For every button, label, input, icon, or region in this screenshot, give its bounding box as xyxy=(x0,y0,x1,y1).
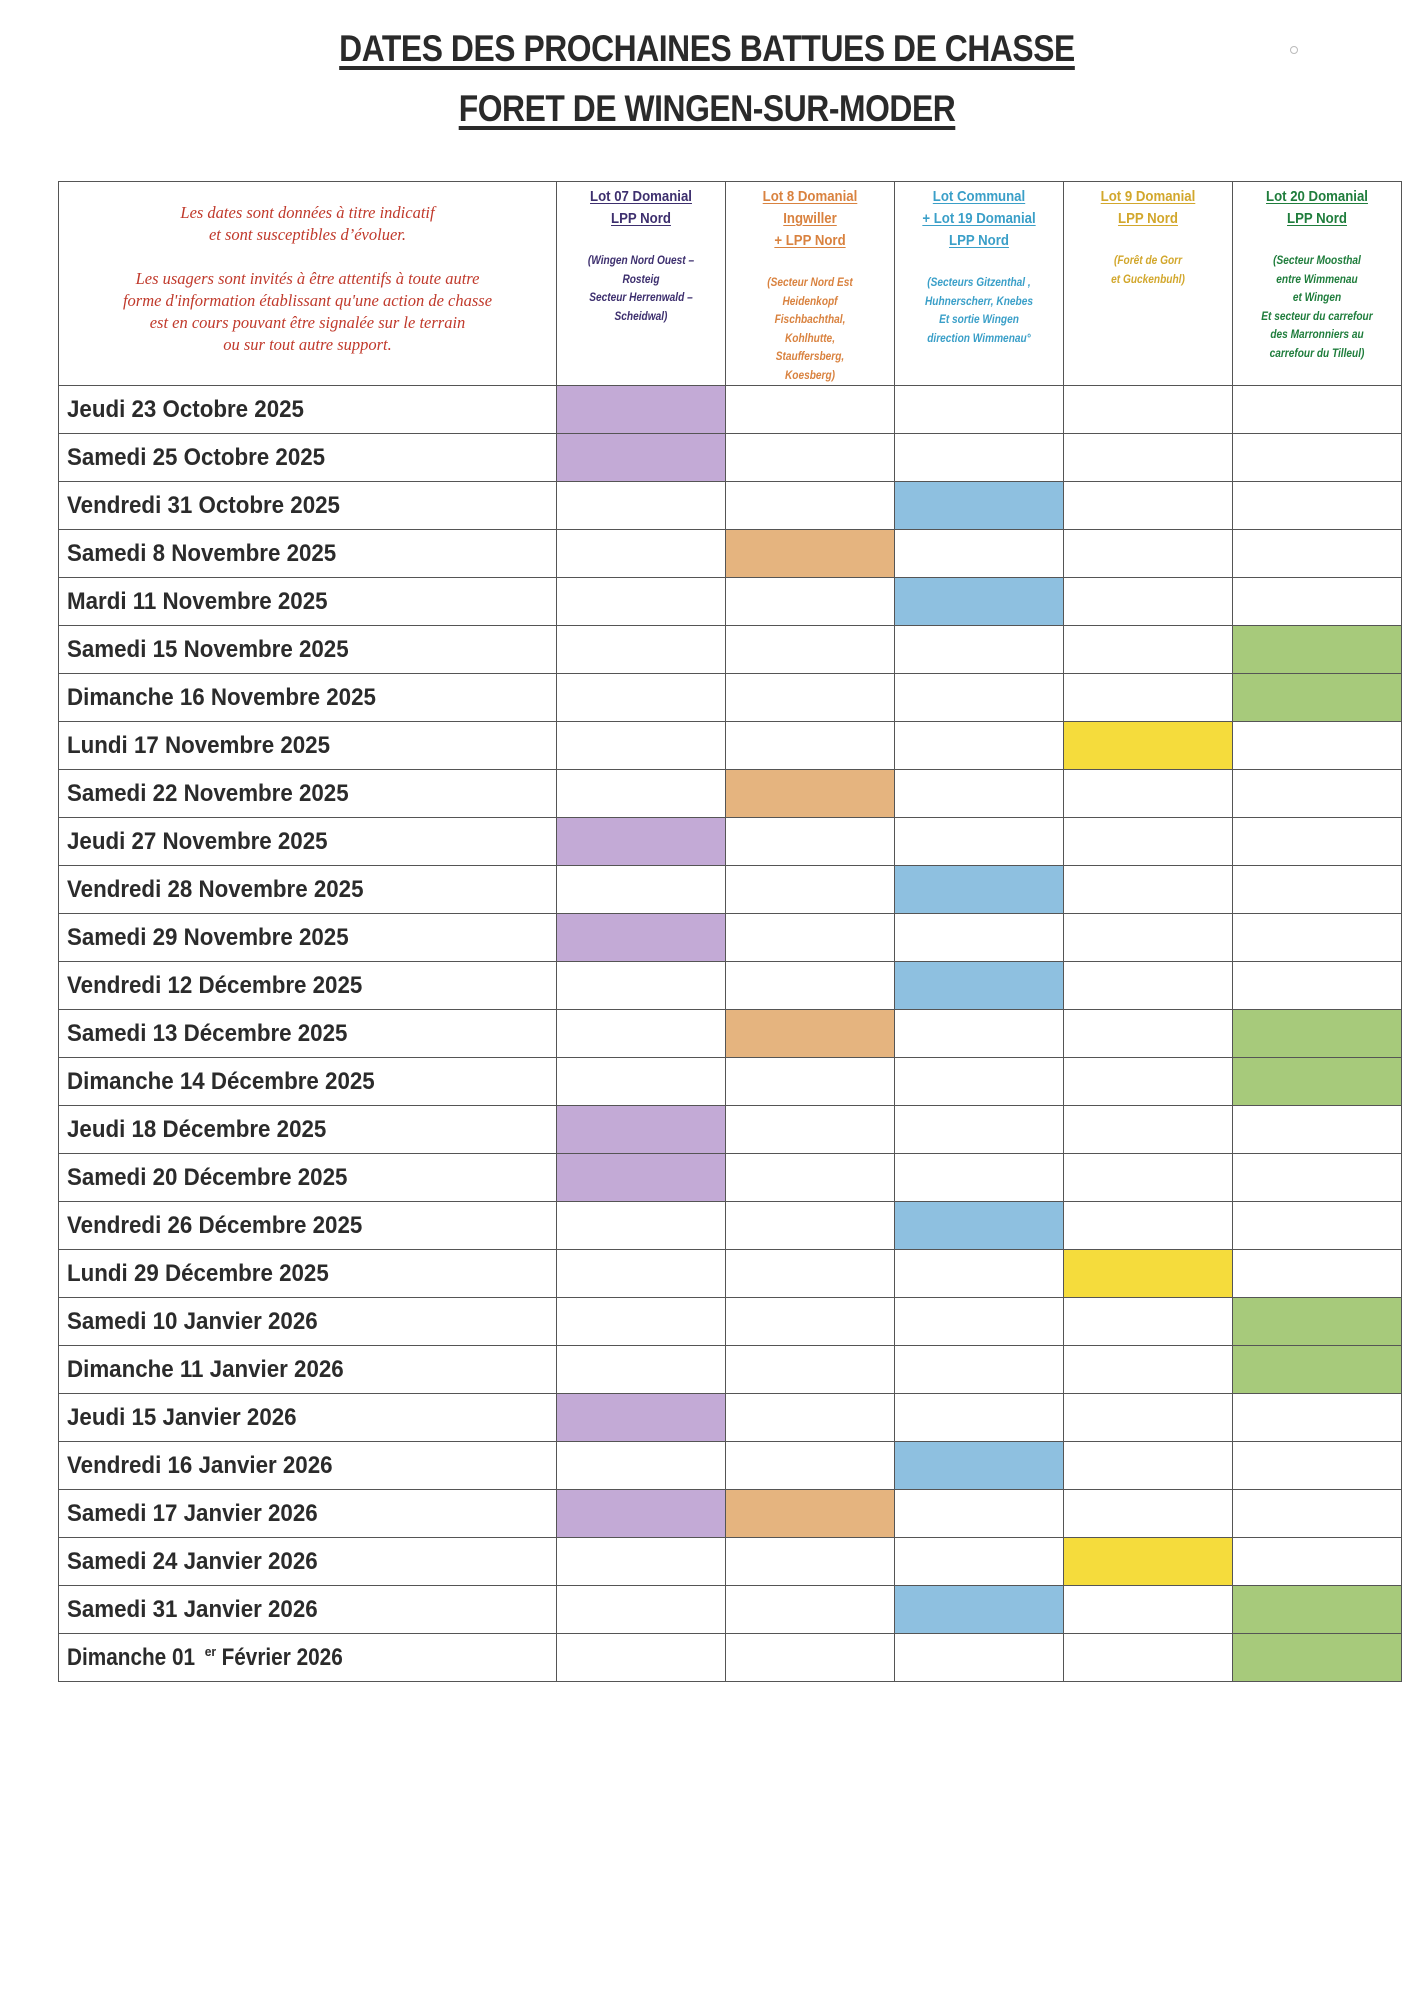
empty-cell xyxy=(726,674,895,722)
hunt-date xyxy=(59,1250,557,1298)
schedule-body xyxy=(59,386,1402,1682)
lot-title-line: Lot 9 Domanial xyxy=(1100,188,1196,205)
hunt-marker-lot07 xyxy=(557,1394,726,1442)
hunt-date xyxy=(59,530,557,578)
table-row xyxy=(59,530,1402,578)
note-line: Les dates sont données à titre indicatif xyxy=(180,203,435,222)
empty-cell xyxy=(1064,1202,1233,1250)
hunt-date xyxy=(59,1346,557,1394)
empty-cell xyxy=(1233,1394,1402,1442)
hunt-date-label: Vendredi 28 Novembre 2025 xyxy=(67,875,364,903)
empty-cell xyxy=(1233,722,1402,770)
table-row xyxy=(59,434,1402,482)
lot-header-communal xyxy=(895,182,1064,386)
empty-cell xyxy=(1064,434,1233,482)
hunt-date-label: Samedi 24 Janvier 2026 xyxy=(67,1547,318,1575)
empty-cell xyxy=(726,1394,895,1442)
empty-cell xyxy=(726,482,895,530)
empty-cell xyxy=(726,1346,895,1394)
lot-title xyxy=(1074,182,1222,230)
hunt-marker-lot8 xyxy=(726,1490,895,1538)
hunt-date xyxy=(59,578,557,626)
hunt-date-label: Jeudi 27 Novembre 2025 xyxy=(67,827,328,855)
empty-cell xyxy=(557,482,726,530)
empty-cell xyxy=(1064,1058,1233,1106)
table-row xyxy=(59,1202,1402,1250)
lot-title-line: + LPP Nord xyxy=(774,232,846,249)
hunt-marker-lot07 xyxy=(557,1106,726,1154)
table-row xyxy=(59,386,1402,434)
empty-cell xyxy=(895,626,1064,674)
lot-title-line: + Lot 19 Domanial xyxy=(922,210,1036,227)
empty-cell xyxy=(557,1346,726,1394)
empty-cell xyxy=(895,1346,1064,1394)
empty-cell xyxy=(1064,1394,1233,1442)
table-row xyxy=(59,962,1402,1010)
note-line: forme d'information établissant qu'une action de chasse xyxy=(122,291,493,310)
hunt-marker-communal xyxy=(895,482,1064,530)
empty-cell xyxy=(726,818,895,866)
table-row xyxy=(59,1010,1402,1058)
empty-cell xyxy=(726,1634,895,1682)
hunt-marker-lot20 xyxy=(1233,1634,1402,1682)
empty-cell xyxy=(726,434,895,482)
empty-cell xyxy=(1064,1442,1233,1490)
empty-cell xyxy=(895,1250,1064,1298)
table-row xyxy=(59,674,1402,722)
hunt-marker-lot8 xyxy=(726,530,895,578)
table-header-row xyxy=(59,182,1402,386)
empty-cell xyxy=(557,1538,726,1586)
hunt-marker-communal xyxy=(895,1442,1064,1490)
hunt-date-label: Dimanche 14 Décembre 2025 xyxy=(67,1067,375,1095)
hunt-date-label: Samedi 17 Janvier 2026 xyxy=(67,1499,318,1527)
empty-cell xyxy=(726,1250,895,1298)
hunt-date-label: Vendredi 16 Janvier 2026 xyxy=(67,1451,333,1479)
empty-cell xyxy=(1233,818,1402,866)
empty-cell xyxy=(557,578,726,626)
empty-cell xyxy=(1233,866,1402,914)
lot-title-line: Ingwiller xyxy=(783,210,837,227)
empty-cell xyxy=(895,1634,1064,1682)
empty-cell xyxy=(726,1586,895,1634)
empty-cell xyxy=(557,1250,726,1298)
hunt-date xyxy=(59,1490,557,1538)
hunt-date-label: Vendredi 31 Octobre 2025 xyxy=(67,491,340,519)
table-row xyxy=(59,1394,1402,1442)
empty-cell xyxy=(1064,674,1233,722)
hunt-date-label: Jeudi 18 Décembre 2025 xyxy=(67,1115,327,1143)
lot-title-line: LPP Nord xyxy=(611,210,671,227)
lot-title-line: Lot Communal xyxy=(932,188,1026,205)
empty-cell xyxy=(1064,1010,1233,1058)
hunt-date-label: Samedi 20 Décembre 2025 xyxy=(67,1163,348,1191)
hunt-marker-lot07 xyxy=(557,818,726,866)
empty-cell xyxy=(1064,1490,1233,1538)
lot-sector-description: (Wingen Nord Ouest – Rosteig Secteur Herrenwald – Scheidwal) xyxy=(587,255,695,323)
empty-cell xyxy=(1233,1154,1402,1202)
table-row xyxy=(59,1490,1402,1538)
hunt-date xyxy=(59,1058,557,1106)
hunt-date xyxy=(59,962,557,1010)
hunt-date xyxy=(59,1106,557,1154)
lot-title xyxy=(905,182,1053,252)
table-row xyxy=(59,866,1402,914)
empty-cell xyxy=(1064,386,1233,434)
hunt-date xyxy=(59,482,557,530)
empty-cell xyxy=(557,1202,726,1250)
hunt-date-label: Vendredi 26 Décembre 2025 xyxy=(67,1211,363,1239)
empty-cell xyxy=(1233,1442,1402,1490)
table-row xyxy=(59,1346,1402,1394)
note-line: Les usagers sont invités à être attentifs à toute autre xyxy=(135,269,480,288)
hunt-date xyxy=(59,914,557,962)
hunt-date-label: Lundi 17 Novembre 2025 xyxy=(67,731,330,759)
empty-cell xyxy=(726,1202,895,1250)
hunt-date xyxy=(59,1634,557,1682)
empty-cell xyxy=(557,962,726,1010)
hunt-marker-lot20 xyxy=(1233,1058,1402,1106)
hunt-marker-communal xyxy=(895,578,1064,626)
empty-cell xyxy=(895,530,1064,578)
hunt-marker-lot07 xyxy=(557,434,726,482)
empty-cell xyxy=(895,818,1064,866)
lot-sector-description: (Secteur Moosthal entre Wimmenau et Wingen Et secteur du carrefour des Marronniers au carrefour du Tilleul) xyxy=(1261,255,1373,360)
hunt-date xyxy=(59,1010,557,1058)
hunt-date-label: Samedi 15 Novembre 2025 xyxy=(67,635,349,663)
scan-speck-mark xyxy=(1290,46,1298,54)
hunt-marker-lot9 xyxy=(1064,722,1233,770)
hunt-date-label: Mardi 11 Novembre 2025 xyxy=(67,587,328,615)
disclaimer-note xyxy=(59,182,556,356)
hunt-marker-lot07 xyxy=(557,1490,726,1538)
disclaimer-paragraph-1 xyxy=(59,202,556,246)
hunt-date-label xyxy=(67,1644,353,1672)
lot-title xyxy=(736,182,884,252)
hunt-date-label: Dimanche 16 Novembre 2025 xyxy=(67,683,376,711)
hunt-date xyxy=(59,1154,557,1202)
hunt-date xyxy=(59,1298,557,1346)
hunt-date-label: Vendredi 12 Décembre 2025 xyxy=(67,971,363,999)
empty-cell xyxy=(895,914,1064,962)
empty-cell xyxy=(895,1490,1064,1538)
table-row xyxy=(59,482,1402,530)
table-row xyxy=(59,626,1402,674)
empty-cell xyxy=(557,770,726,818)
hunt-date xyxy=(59,818,557,866)
empty-cell xyxy=(1064,770,1233,818)
hunt-date xyxy=(59,770,557,818)
note-line: ou sur tout autre support. xyxy=(223,335,392,354)
table-row xyxy=(59,1442,1402,1490)
empty-cell xyxy=(557,722,726,770)
empty-cell xyxy=(1233,1490,1402,1538)
empty-cell xyxy=(726,386,895,434)
hunt-marker-lot20 xyxy=(1233,1010,1402,1058)
empty-cell xyxy=(895,386,1064,434)
empty-cell xyxy=(1064,914,1233,962)
empty-cell xyxy=(1233,482,1402,530)
hunt-schedule-table xyxy=(58,181,1402,1682)
empty-cell xyxy=(726,1538,895,1586)
empty-cell xyxy=(895,674,1064,722)
hunt-marker-communal xyxy=(895,1202,1064,1250)
table-row xyxy=(59,722,1402,770)
empty-cell xyxy=(557,530,726,578)
empty-cell xyxy=(557,626,726,674)
empty-cell xyxy=(895,1154,1064,1202)
empty-cell xyxy=(1064,626,1233,674)
empty-cell xyxy=(557,674,726,722)
empty-cell xyxy=(1233,1106,1402,1154)
hunt-date-label: Samedi 13 Décembre 2025 xyxy=(67,1019,348,1047)
hunt-marker-lot07 xyxy=(557,914,726,962)
hunt-date xyxy=(59,866,557,914)
empty-cell xyxy=(1233,386,1402,434)
table-row xyxy=(59,1058,1402,1106)
lot-sector-description: (Secteurs Gitzenthal , Huhnerscherr, Knebes Et sortie Wingen direction Wimmenau° xyxy=(925,277,1033,345)
empty-cell xyxy=(726,578,895,626)
empty-cell xyxy=(726,722,895,770)
empty-cell xyxy=(557,1058,726,1106)
hunt-date xyxy=(59,386,557,434)
empty-cell xyxy=(726,626,895,674)
empty-cell xyxy=(726,866,895,914)
hunt-marker-lot07 xyxy=(557,386,726,434)
hunt-marker-lot20 xyxy=(1233,1346,1402,1394)
table-row xyxy=(59,1586,1402,1634)
hunt-date-label: Samedi 10 Janvier 2026 xyxy=(67,1307,318,1335)
lot-title-line: Lot 20 Domanial xyxy=(1266,188,1368,205)
empty-cell xyxy=(1233,770,1402,818)
lot-header-lot07 xyxy=(557,182,726,386)
hunt-marker-lot20 xyxy=(1233,1586,1402,1634)
empty-cell xyxy=(895,1010,1064,1058)
empty-cell xyxy=(1233,530,1402,578)
hunt-date xyxy=(59,1538,557,1586)
hunt-marker-communal xyxy=(895,1586,1064,1634)
empty-cell xyxy=(1233,962,1402,1010)
table-row xyxy=(59,914,1402,962)
empty-cell xyxy=(557,1298,726,1346)
hunt-marker-lot8 xyxy=(726,770,895,818)
empty-cell xyxy=(895,770,1064,818)
hunt-date-label: Samedi 31 Janvier 2026 xyxy=(67,1595,318,1623)
hunt-marker-communal xyxy=(895,866,1064,914)
lot-title-line: LPP Nord xyxy=(1287,210,1347,227)
hunt-date xyxy=(59,1394,557,1442)
table-row xyxy=(59,1298,1402,1346)
hunt-date-label: Samedi 22 Novembre 2025 xyxy=(67,779,349,807)
hunt-date-label: Samedi 29 Novembre 2025 xyxy=(67,923,349,951)
hunt-date-label: Jeudi 15 Janvier 2026 xyxy=(67,1403,297,1431)
hunt-date-label: Samedi 25 Octobre 2025 xyxy=(67,443,326,471)
empty-cell xyxy=(1064,1106,1233,1154)
page-subtitle xyxy=(99,88,1315,130)
empty-cell xyxy=(895,1538,1064,1586)
lot-header-lot9 xyxy=(1064,182,1233,386)
title-line-2: FORET DE WINGEN-SUR-MODER xyxy=(458,88,956,129)
empty-cell xyxy=(1064,1298,1233,1346)
lot-title-line: LPP Nord xyxy=(949,232,1009,249)
lot-title xyxy=(567,182,715,230)
table-row xyxy=(59,1154,1402,1202)
lot-sector-description: (Forêt de Gorr et Guckenbuhl) xyxy=(1111,255,1185,286)
empty-cell xyxy=(726,1106,895,1154)
date-text: Février 2026 xyxy=(216,1643,344,1671)
empty-cell xyxy=(895,434,1064,482)
lot-header-lot8 xyxy=(726,182,895,386)
empty-cell xyxy=(1233,1250,1402,1298)
empty-cell xyxy=(1233,1538,1402,1586)
hunt-marker-lot20 xyxy=(1233,1298,1402,1346)
hunt-date xyxy=(59,434,557,482)
hunt-marker-lot20 xyxy=(1233,674,1402,722)
hunt-marker-lot9 xyxy=(1064,1538,1233,1586)
lot-title-line: LPP Nord xyxy=(1118,210,1178,227)
empty-cell xyxy=(1064,1154,1233,1202)
empty-cell xyxy=(895,1058,1064,1106)
table-row xyxy=(59,770,1402,818)
empty-cell xyxy=(1233,434,1402,482)
date-text: Dimanche 01 xyxy=(67,1643,196,1671)
empty-cell xyxy=(557,866,726,914)
empty-cell xyxy=(1064,866,1233,914)
empty-cell xyxy=(895,1394,1064,1442)
hunt-date-label: Dimanche 11 Janvier 2026 xyxy=(67,1355,344,1383)
lot-sector-description: (Secteur Nord Est Heidenkopf Fischbachthal, Kohlhutte, Stauffersberg, Koesberg) xyxy=(767,277,853,382)
empty-cell xyxy=(1064,962,1233,1010)
hunt-marker-lot9 xyxy=(1064,1250,1233,1298)
empty-cell xyxy=(726,1154,895,1202)
hunt-date-label: Jeudi 23 Octobre 2025 xyxy=(67,395,304,423)
empty-cell xyxy=(1064,578,1233,626)
lot-title xyxy=(1243,182,1391,230)
table-row xyxy=(59,578,1402,626)
empty-cell xyxy=(726,962,895,1010)
hunt-date xyxy=(59,1442,557,1490)
empty-cell xyxy=(726,1058,895,1106)
table-row xyxy=(59,818,1402,866)
empty-cell xyxy=(1064,482,1233,530)
note-line: et sont susceptibles d’évoluer. xyxy=(208,225,407,244)
empty-cell xyxy=(1064,1634,1233,1682)
empty-cell xyxy=(895,1298,1064,1346)
empty-cell xyxy=(726,1298,895,1346)
lot-header-lot20 xyxy=(1233,182,1402,386)
hunt-date-label: Lundi 29 Décembre 2025 xyxy=(67,1259,329,1287)
empty-cell xyxy=(726,914,895,962)
empty-cell xyxy=(1233,914,1402,962)
empty-cell xyxy=(1233,1202,1402,1250)
empty-cell xyxy=(557,1010,726,1058)
empty-cell xyxy=(1064,530,1233,578)
empty-cell xyxy=(557,1586,726,1634)
hunt-date xyxy=(59,722,557,770)
lot-title-line: Lot 07 Domanial xyxy=(590,188,692,205)
disclaimer-note-cell xyxy=(59,182,557,386)
hunt-date xyxy=(59,1586,557,1634)
empty-cell xyxy=(895,1106,1064,1154)
empty-cell xyxy=(726,1442,895,1490)
empty-cell xyxy=(1233,578,1402,626)
empty-cell xyxy=(1064,818,1233,866)
hunt-date-label: Samedi 8 Novembre 2025 xyxy=(67,539,337,567)
hunt-marker-lot8 xyxy=(726,1010,895,1058)
hunt-date xyxy=(59,1202,557,1250)
table-row xyxy=(59,1634,1402,1682)
date-ordinal-suffix: er xyxy=(204,1643,217,1659)
table-row xyxy=(59,1538,1402,1586)
empty-cell xyxy=(1064,1586,1233,1634)
empty-cell xyxy=(557,1634,726,1682)
hunt-marker-lot20 xyxy=(1233,626,1402,674)
empty-cell xyxy=(1064,1346,1233,1394)
disclaimer-paragraph-2 xyxy=(59,268,556,356)
empty-cell xyxy=(557,1442,726,1490)
hunt-date xyxy=(59,674,557,722)
hunt-date xyxy=(59,626,557,674)
hunt-marker-lot07 xyxy=(557,1154,726,1202)
table-row xyxy=(59,1250,1402,1298)
hunt-marker-communal xyxy=(895,962,1064,1010)
lot-title-line: Lot 8 Domanial xyxy=(762,188,858,205)
note-line: est en cours pouvant être signalée sur le terrain xyxy=(149,313,466,332)
table-row xyxy=(59,1106,1402,1154)
empty-cell xyxy=(895,722,1064,770)
page-title xyxy=(99,28,1315,70)
title-line-1: DATES DES PROCHAINES BATTUES DE CHASSE xyxy=(339,28,1075,69)
